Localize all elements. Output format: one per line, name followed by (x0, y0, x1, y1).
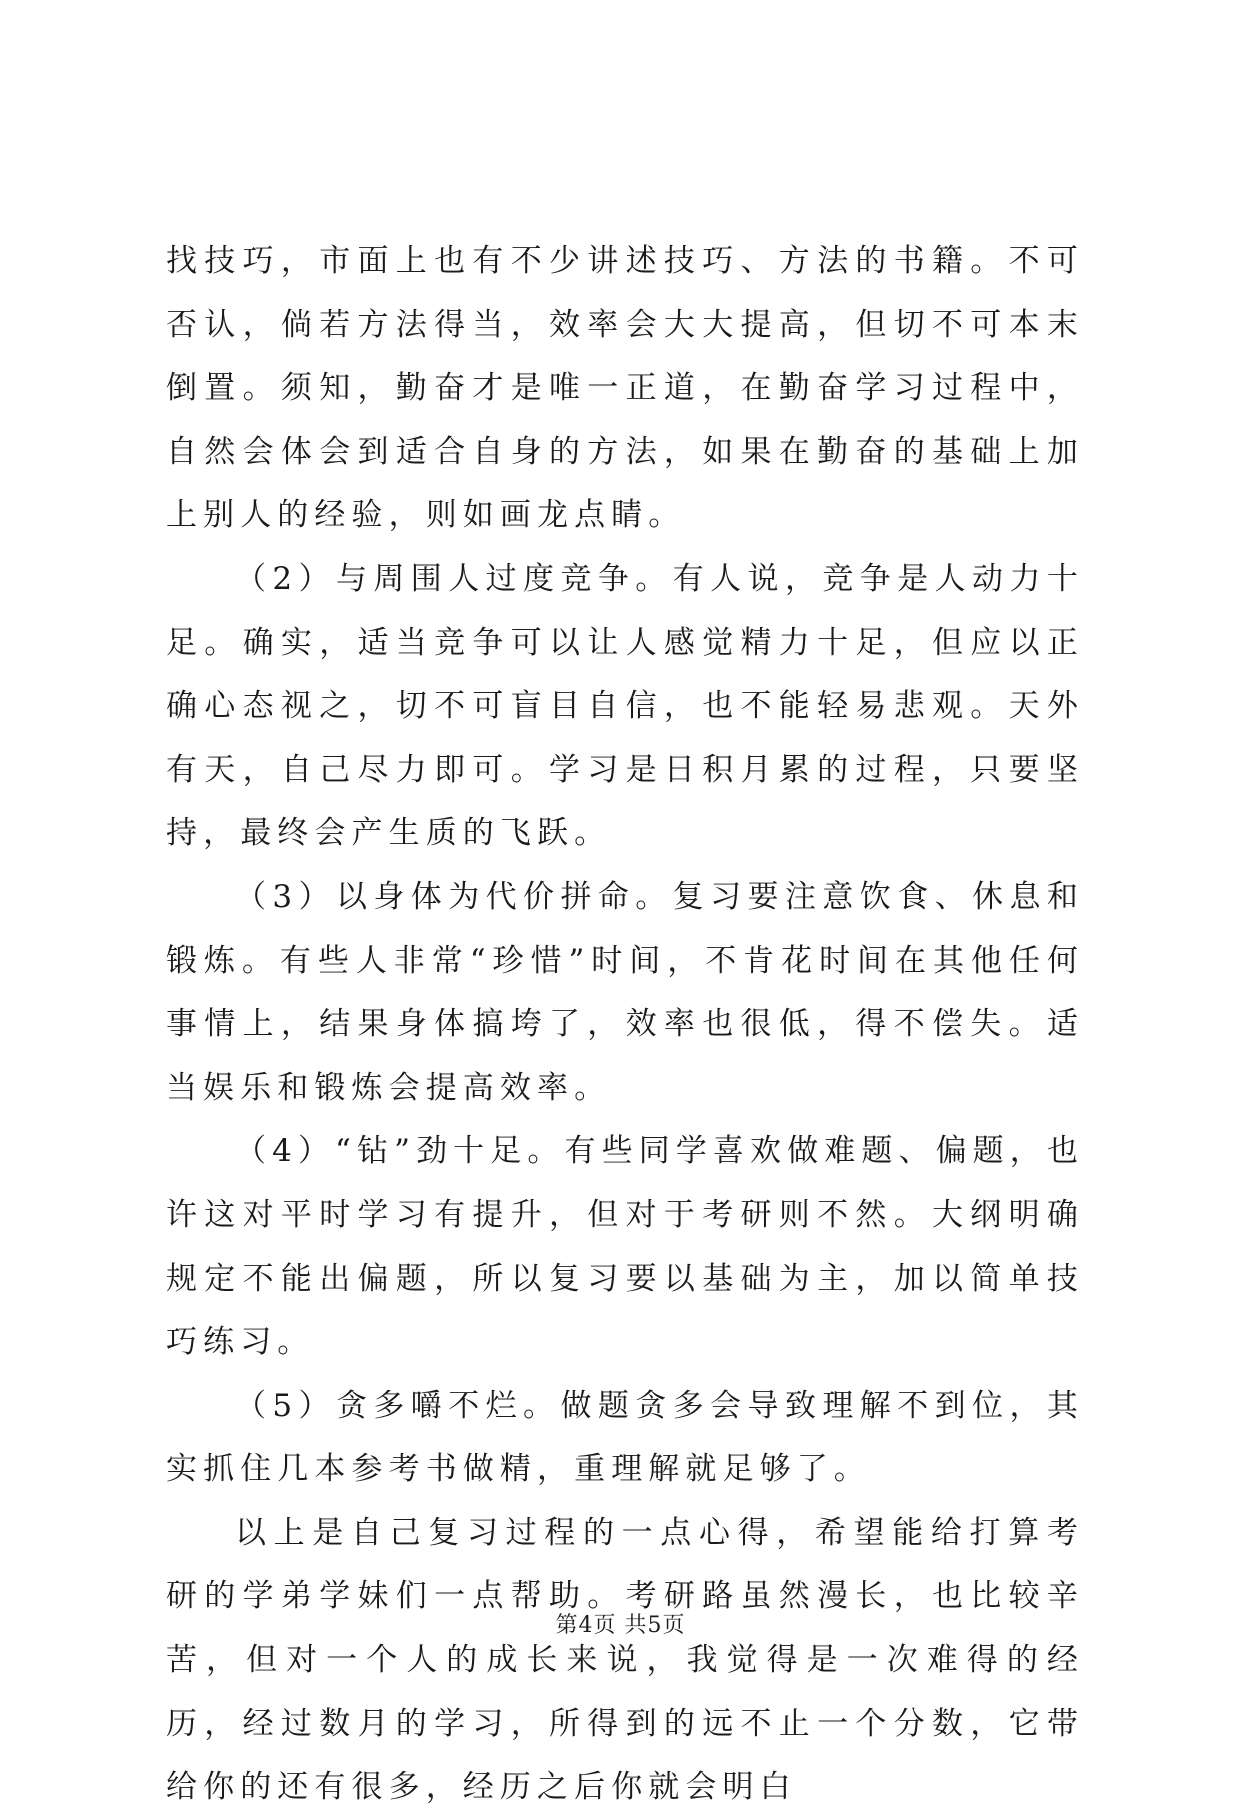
paragraph-1: 找技巧，市面上也有不少讲述技巧、方法的书籍。不可否认，倘若方法得当，效率会大大提高，但切不可本末倒置。须知，勤奋才是唯一正道，在勤奋学习过程中，自然会体会到适合自身的方法，如果在勤奋的基础上加上别人的经验，则如画龙点睛。 (166, 243, 1084, 534)
document-body (166, 230, 1084, 1820)
paragraph-2: （2）与周围人过度竞争。有人说，竞争是人动力十足。确实，适当竞争可以让人感觉精力十足，但应以正确心态视之，切不可盲目自信，也不能轻易悲观。天外有天，自己尽力即可。学习是日积月累的过程，只要坚持，最终会产生质的飞跃。 (166, 560, 1084, 852)
paragraph-4: （4）“钻”劲十足。有些同学喜欢做难题、偏题，也许这对平时学习有提升，但对于考研则不然。大纲明确规定不能出偏题，所以复习要以基础为主，加以简单技巧练习。 (166, 1133, 1084, 1361)
paragraph-5: （5）贪多嚼不烂。做题贪多会导致理解不到位，其实抓住几本参考书做精，重理解就足够了。 (166, 1387, 1084, 1488)
page-number-footer: 第4页 共5页 (555, 1613, 686, 1638)
paragraph-6: 以上是自己复习过程的一点心得，希望能给打算考研的学弟学妹们一点帮助。考研路虽然漫长，也比较辛苦，但对一个人的成长来说，我觉得是一次难得的经历，经过数月的学习，所得到的远不止一个分数，它带给你的还有很多，经历之后你就会明白 (166, 1514, 1084, 1806)
paragraph-3: （3）以身体为代价拼命。复习要注意饮食、休息和锻炼。有些人非常“珍惜”时间，不肯花时间在其他任何事情上，结果身体搞垮了，效率也很低，得不偿失。适当娱乐和锻炼会提高效率。 (166, 878, 1084, 1106)
